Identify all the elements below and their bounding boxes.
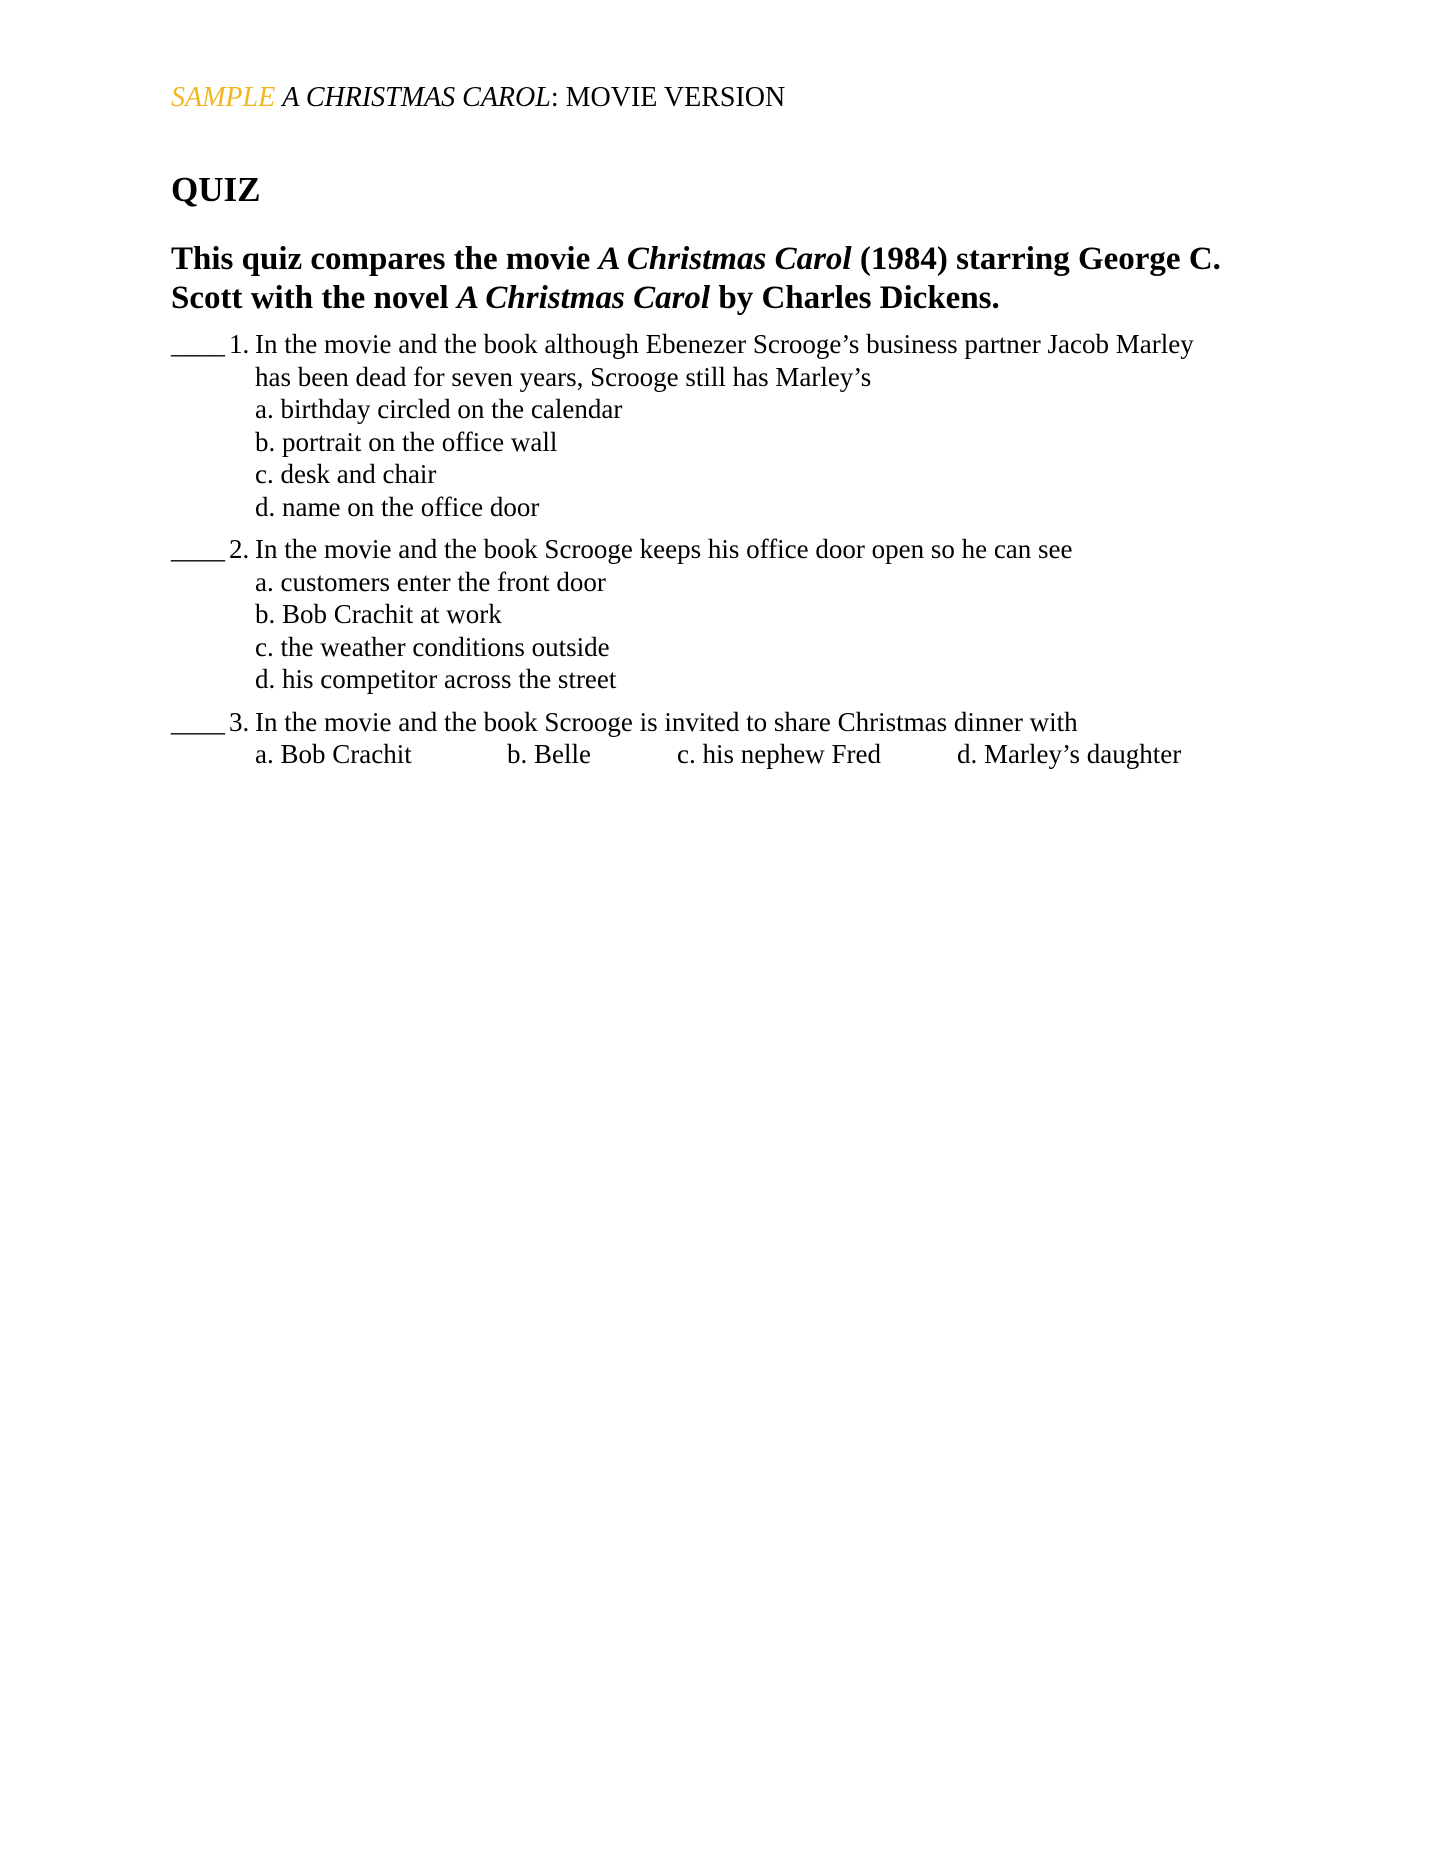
question-1-text-continued: has been dead for seven years, Scrooge still has Marley’s [255, 361, 872, 392]
question-1-option-a: a. birthday circled on the calendar [255, 394, 623, 424]
intro-movie-title: A Christmas Carol [598, 241, 852, 277]
question-number-1: 1. [229, 329, 250, 359]
question-1-option-c: c. desk and chair [255, 459, 437, 489]
intro-text-2: (1984) starring George C. Scott with the novel [171, 241, 1221, 316]
question-3-options-row [171, 738, 1291, 771]
header-title: A CHRISTMAS CAROL [282, 82, 551, 113]
answer-blank-3[interactable]: ____ [171, 706, 225, 737]
header-suffix: : MOVIE VERSION [550, 82, 786, 113]
question-3-option-c: c. his nephew Fred [677, 739, 881, 769]
question-1-text: In the movie and the book although Ebenezer Scrooge’s business partner Jacob Marley [255, 329, 1194, 359]
document-header [171, 84, 785, 112]
question-3-text: In the movie and the book Scrooge is invited to share Christmas dinner with [255, 706, 1078, 737]
question-list [171, 328, 1291, 781]
question-3-option-b: b. Belle [507, 739, 591, 769]
quiz-intro [171, 240, 1271, 318]
question-number-3: 3. [229, 706, 250, 737]
question-3-line [171, 706, 1291, 739]
question-2-text: In the movie and the book Scrooge keeps his office door open so he can see [255, 534, 1073, 564]
question-2-line [171, 533, 1291, 566]
question-2-option-a: a. customers enter the front door [255, 566, 606, 597]
question-1-option-d: d. name on the office door [255, 491, 540, 522]
question-3 [171, 706, 1291, 771]
intro-text-3: by Charles Dickens. [710, 280, 1000, 316]
question-2 [171, 533, 1291, 696]
intro-text-1: This quiz compares the movie [171, 241, 599, 277]
question-1-line [171, 328, 1291, 361]
intro-novel-title: A Christmas Carol [456, 280, 711, 316]
question-2-option-b: b. Bob Crachit at work [255, 599, 502, 629]
answer-blank-1[interactable]: ____ [171, 329, 225, 359]
question-2-option-c: c. the weather conditions outside [255, 631, 610, 662]
sample-label: SAMPLE [171, 82, 276, 113]
question-3-option-d: d. Marley’s daughter [957, 739, 1182, 769]
quiz-heading: QUIZ [171, 170, 261, 209]
question-1-option-b: b. portrait on the office wall [255, 426, 558, 457]
question-number-2: 2. [229, 534, 250, 564]
answer-blank-2[interactable]: ____ [171, 534, 225, 564]
question-3-option-a: a. Bob Crachit [255, 739, 412, 769]
question-1 [171, 328, 1291, 523]
question-2-option-d: d. his competitor across the street [255, 664, 617, 694]
